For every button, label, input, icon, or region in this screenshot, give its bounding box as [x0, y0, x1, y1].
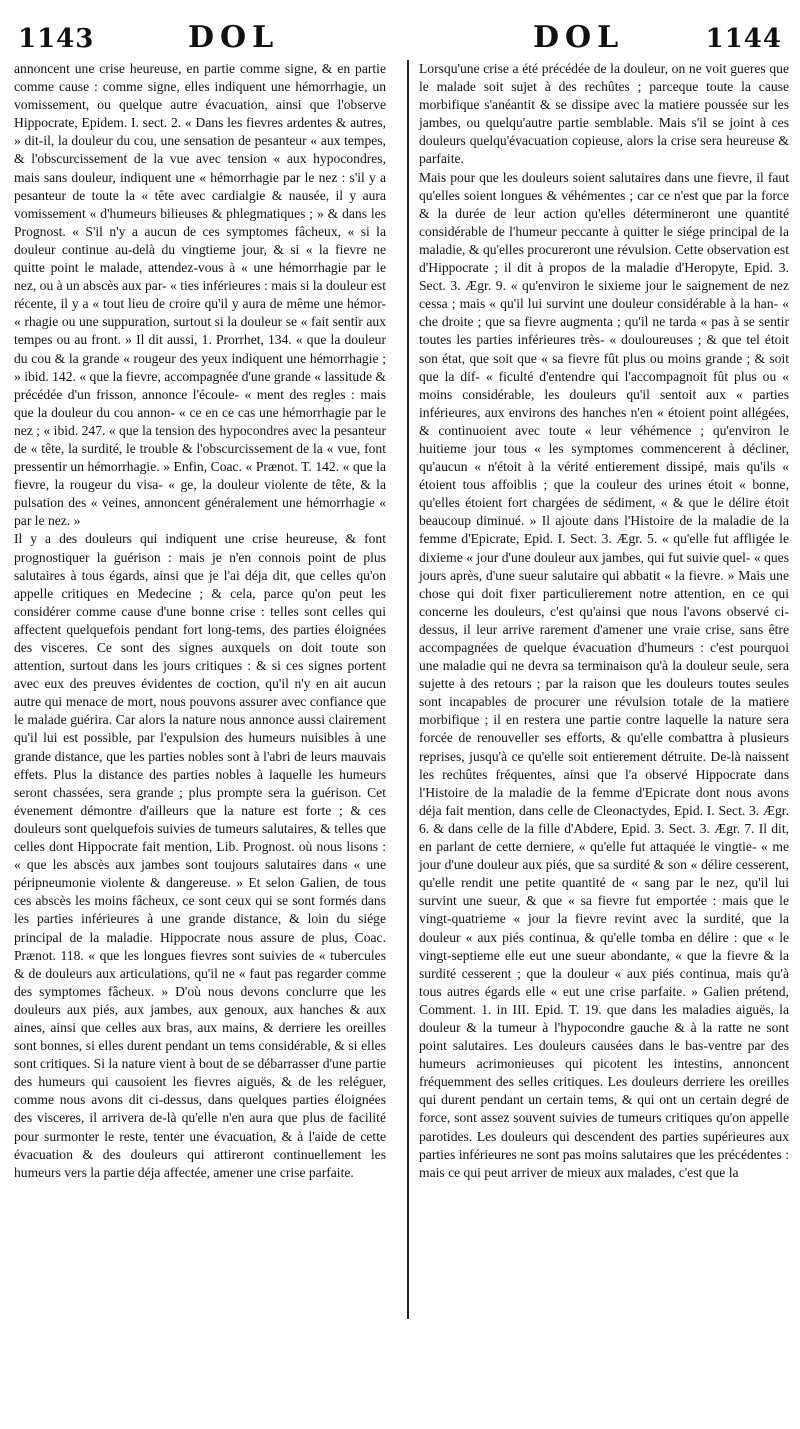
left-column-number: 1143: [18, 24, 95, 54]
column-divider: [407, 60, 409, 1319]
paragraph: Il y a des douleurs qui indiquent une crise heureuse, & font prognostiquer la guérison : mais je n'en connois point de plus salutaires à tous égards, ainsi que je l'ai déja dit, que celles qu'on appelle critiques en Medecine ; & cela, parce qu'on peut les considérer comme cause d'une bonne crise : telles sont celles qui affectent quelquefois pendant fort long-tems, des parties éloignées des visceres. Ce sont des signes auxquels on doit toute son attention, surtout dans les jours critiques : & si ces signes portent avec eux des preuves évidentes de coction, qu'il n'y en ait aucun autre qui menace de mort, nous pouvons assurer avec confiance que le malade guérira. Car alors la nature nous annonce aussi clairement qu'il lui est possible, par l'expulsion des humeurs nuisibles à une grande distance, que les parties nobles sont à l'abri de leurs mauvais effets. Plus la distance des parties nobles à laquelle les humeurs seront chassées, sera grande ; plus prompte sera la guérison. Cet évenement démontre d'ailleurs que la nature est forte ; & ces douleurs sont quelquefois suivies de tumeurs salutaires, & telles que celles dont Hippocrate fait mention, Lib. Prognost. où nous lisons : « que les abscès aux jambes sont toujours salutaires dans « une péripneumonie violente & dangereuse. » Et selon Galien, de tous ces abscès les moins fâcheux, ce sont ceux qui se sont formés dans les parties inférieures à une grande distance, & loin du siége principal de la maladie. Hippocrate nous assure de plus, Coac. Prænot. 118. « que les longues fievres sont suivies de « tubercules & de douleurs aux articulations, qu'il ne « faut pas regarder comme des symptomes fâcheux. » D'où nous devons conclurre que les douleurs aux piés, aux jambes, aux genoux, aux hanches & aux aines, ainsi que celles aux bras, aux mains, & derriere les oreilles sont bonnes, si elles durent pendant un tems considérable, & si elles sont critiques. Si la nature vient à bout de se débarrasser d'une partie des humeurs qui causoient les fievres aiguës, & de les reléguer, comme nous avons dit ci-dessus, dans quelques parties éloignées des visceres, il arrivera de-là qu'elle n'en aura que plus de facilité pour surmonter le reste, tenter une évacuation, & à l'aide de cette évacuation & des douleurs qui attireront continuellement les humeurs vers la partie déja affectée, amener une crise parfaite.: [14, 531, 387, 1180]
paragraph: Mais pour que les douleurs soient salutaires dans une fievre, il faut qu'elles soient longues & véhémentes ; car ce n'est que par la force & la durée de leur action qu'elles détermineront une quantité considérable de l'humeur peccante à quitter le siége principal de la maladie, & qu'elles procureront une révulsion. Cette observation est d'Hippocrate ; il dit à propos de la maladie d'Heropyte, Epid. 3. Sect. 3. Ægr. 9. « qu'environ le sixieme jour le saignement de nez cessa ; mais « qu'il lui survint une douleur considérable à la han- « che droite ; que sa fievre augmenta ; qu'il ne tarda « pas à se sentir toutes les parties inférieures très- « douloureuses ; & que tel étoit son état, que soit que « sa fievre fût plus ou moins grande ; & soit que la dif- « ficulté d'entendre qui l'accompagnoit fût plus ou « moins considérable, les douleurs qu'il sentoit aux « parties inférieures, aux environs des hanches n'en « étoient point allégées, & continuoient avec toute « leur véhémence ; qu'environ le huitieme jour tous « les symptomes commencerent à décliner, qu'aucun « n'étoit à la vérité entierement dissipé, mais qu'ils « étoient tous affoiblis ; que la couleur des urines étoit « bonne, qu'elles étoient fort chargées de sédiment, « & que le délire étoit beaucoup diminué. » Il ajoute dans l'Histoire de la maladie de la femme d'Epicrate, Epid. I. Sect. 3. Ægr. 5. « qu'elle fut affligée le dixieme « jour d'une douleur aux jambes, qui fut suivie quel- « ques jours après, d'une sueur salutaire qui abbatit « la fievre. » Mais une chose qui doit fixer particulierement notre attention, en ce qui concerne les douleurs, c'est qu'ainsi que nous l'avons observé ci-dessus, il leur arrive rarement d'amener une vraie crise, sans être accompagnées de quelque évacuation d'humeurs : c'est pourquoi une maladie qui ne devra sa terminaison qu'à la douleur seule, sera sujette à des retours ; par la raison que les douleurs toutes seules sont incapables de procurer une révulsion totale de la matiere morbifique ; il en restera une partie contre laquelle la nature sera forcée de renouveller ses efforts, & qu'elle combattra à plusieurs reprises, jusqu'à ce qu'elle soit entierement détruite. De-là naissent les rechûtes fréquentes, ainsi que l'a observé Hippocrate dans l'Histoire de la maladie de la femme d'Epicrate dont nous avons déja fait mention, dans celle de Cleonactydes, Epid. I. Sect. 3. Ægr. 6. & dans celle de la fille d'Abdere, Epid. 3. Sect. 3. Ægr. 7. Il dit, en parlant de cette derniere, « qu'elle fut attaquée le vingtie- « me jour d'une douleur aux piés, que sa surdité & son « délire cesserent, qu'elle rendit une petite quantité de « sang par le nez, qu'il lui survint une sueur, & que « sa fievre fut emportée : mais que le vingt-quatrieme « jour la fievre revint avec la surdité, que la douleur « aux piés continua, & qu'elle tomba en délire : que « le vingt-septieme elle eut une sueur abondante, « que la fievre & la surdité cesserent ; que la douleur « aux piés continua, mais qu'à tous autres égards elle « eut une crise parfaite. » Galien prétend, Comment. 1. in III. Epid. T. 19. que dans les maladies aiguës, la douleur & la tumeur à l'hypocondre gauche & à la ratte ne sont point salutaires. Les douleurs causées dans le bas-ventre par des humeurs acrimonieuses qui picotent les intestins, annoncent fréquemment des selles critiques. Les douleurs derriere les oreilles qui durent pendant un certain tems, & qui ont un certain degré de force, sont assez souvent suivies de tumeurs critiques qu'on appelle parotides. Les douleurs qui descendent des parties supérieures aux parties inférieures ne sont pas moins salutaires que les précédentes : mais ce qui peut arriver de mieux aux malades, c'est que la: [419, 169, 789, 1180]
right-text-column: [419, 60, 789, 1182]
right-headword: DOL: [533, 20, 625, 55]
page-header: [18, 18, 782, 58]
paragraph: Lorsqu'une crise a été précédée de la douleur, on ne voit gueres que le malade soit sujet à des rechûtes ; parceque toute la cause morbifique s'anéantit & se dissipe avec la matiere poussée sur les jambes, ou quelqu'autre partie semblable. Mais s'il se joint à ces douleurs quelqu'évacuation copieuse, alors la crise sera heureuse & parfaite.: [419, 61, 789, 167]
right-column-number: 1144: [705, 24, 782, 54]
left-headword: DOL: [188, 20, 280, 55]
paragraph: annoncent une crise heureuse, en partie comme signe, & en partie comme cause : comme signe, elles indiquent une hémorrhagie, un vomissement, ou quelque autre évacuation, ainsi que l'observe Hippocrate, Epidem. I. sect. 2. « Dans les fievres ardentes & autres, » dit-il, la douleur du cou, une sensation de pesanteur « aux tempes, & l'obscurcissement de la vue avec tension « aux hypocondres, mais sans douleur, indiquent une « hémorrhagie par le nez : s'il y a pesanteur de toute la « tête avec cardialgie & nausée, il y aura vomissement « d'humeurs bilieuses & phlegmatiques ; » & dans les Prognost. « S'il n'y a aucun de ces symptomes fâcheux, « si la douleur continue au-delà du vingtieme jour, & si « la fievre ne quitte point le malade, attendez-vous à « une hémorrhagie par le nez, ou à un abscès aux par- « ties inférieures : mais si la douleur est récente, il y a « tout lieu de croire qu'il y aura de même une hémor- « rhagie ou une suppuration, surtout si la douleur se « fait sentir aux tempes ou au front. » Il dit aussi, 1. Prorrhet, 134. « que la douleur du cou & la grande « rougeur des yeux indiquent une hémorrhagie ; » ibid. 142. « que la fievre, accompagnée d'une grande « lassitude & précédée d'un frisson, annonce l'écoule- « ment des regles : mais que la douleur du cou annon- « ce en ce cas une hémorrhagie par le nez ; « ibid. 247. « que la tension des hypocondres avec la pesanteur de « tête, la surdité, le trouble & l'obscurcissement de la « vue, font pressentir un hémorrhagie. » Enfin, Coac. « Prænot. T. 142. « que la fievre, la rougeur du visa- « ge, la douleur violente de tête, & la pulsation des « veines, annoncent généralement une hémorrhagie « par le nez. »: [14, 61, 387, 529]
left-text-column: [14, 60, 386, 1182]
